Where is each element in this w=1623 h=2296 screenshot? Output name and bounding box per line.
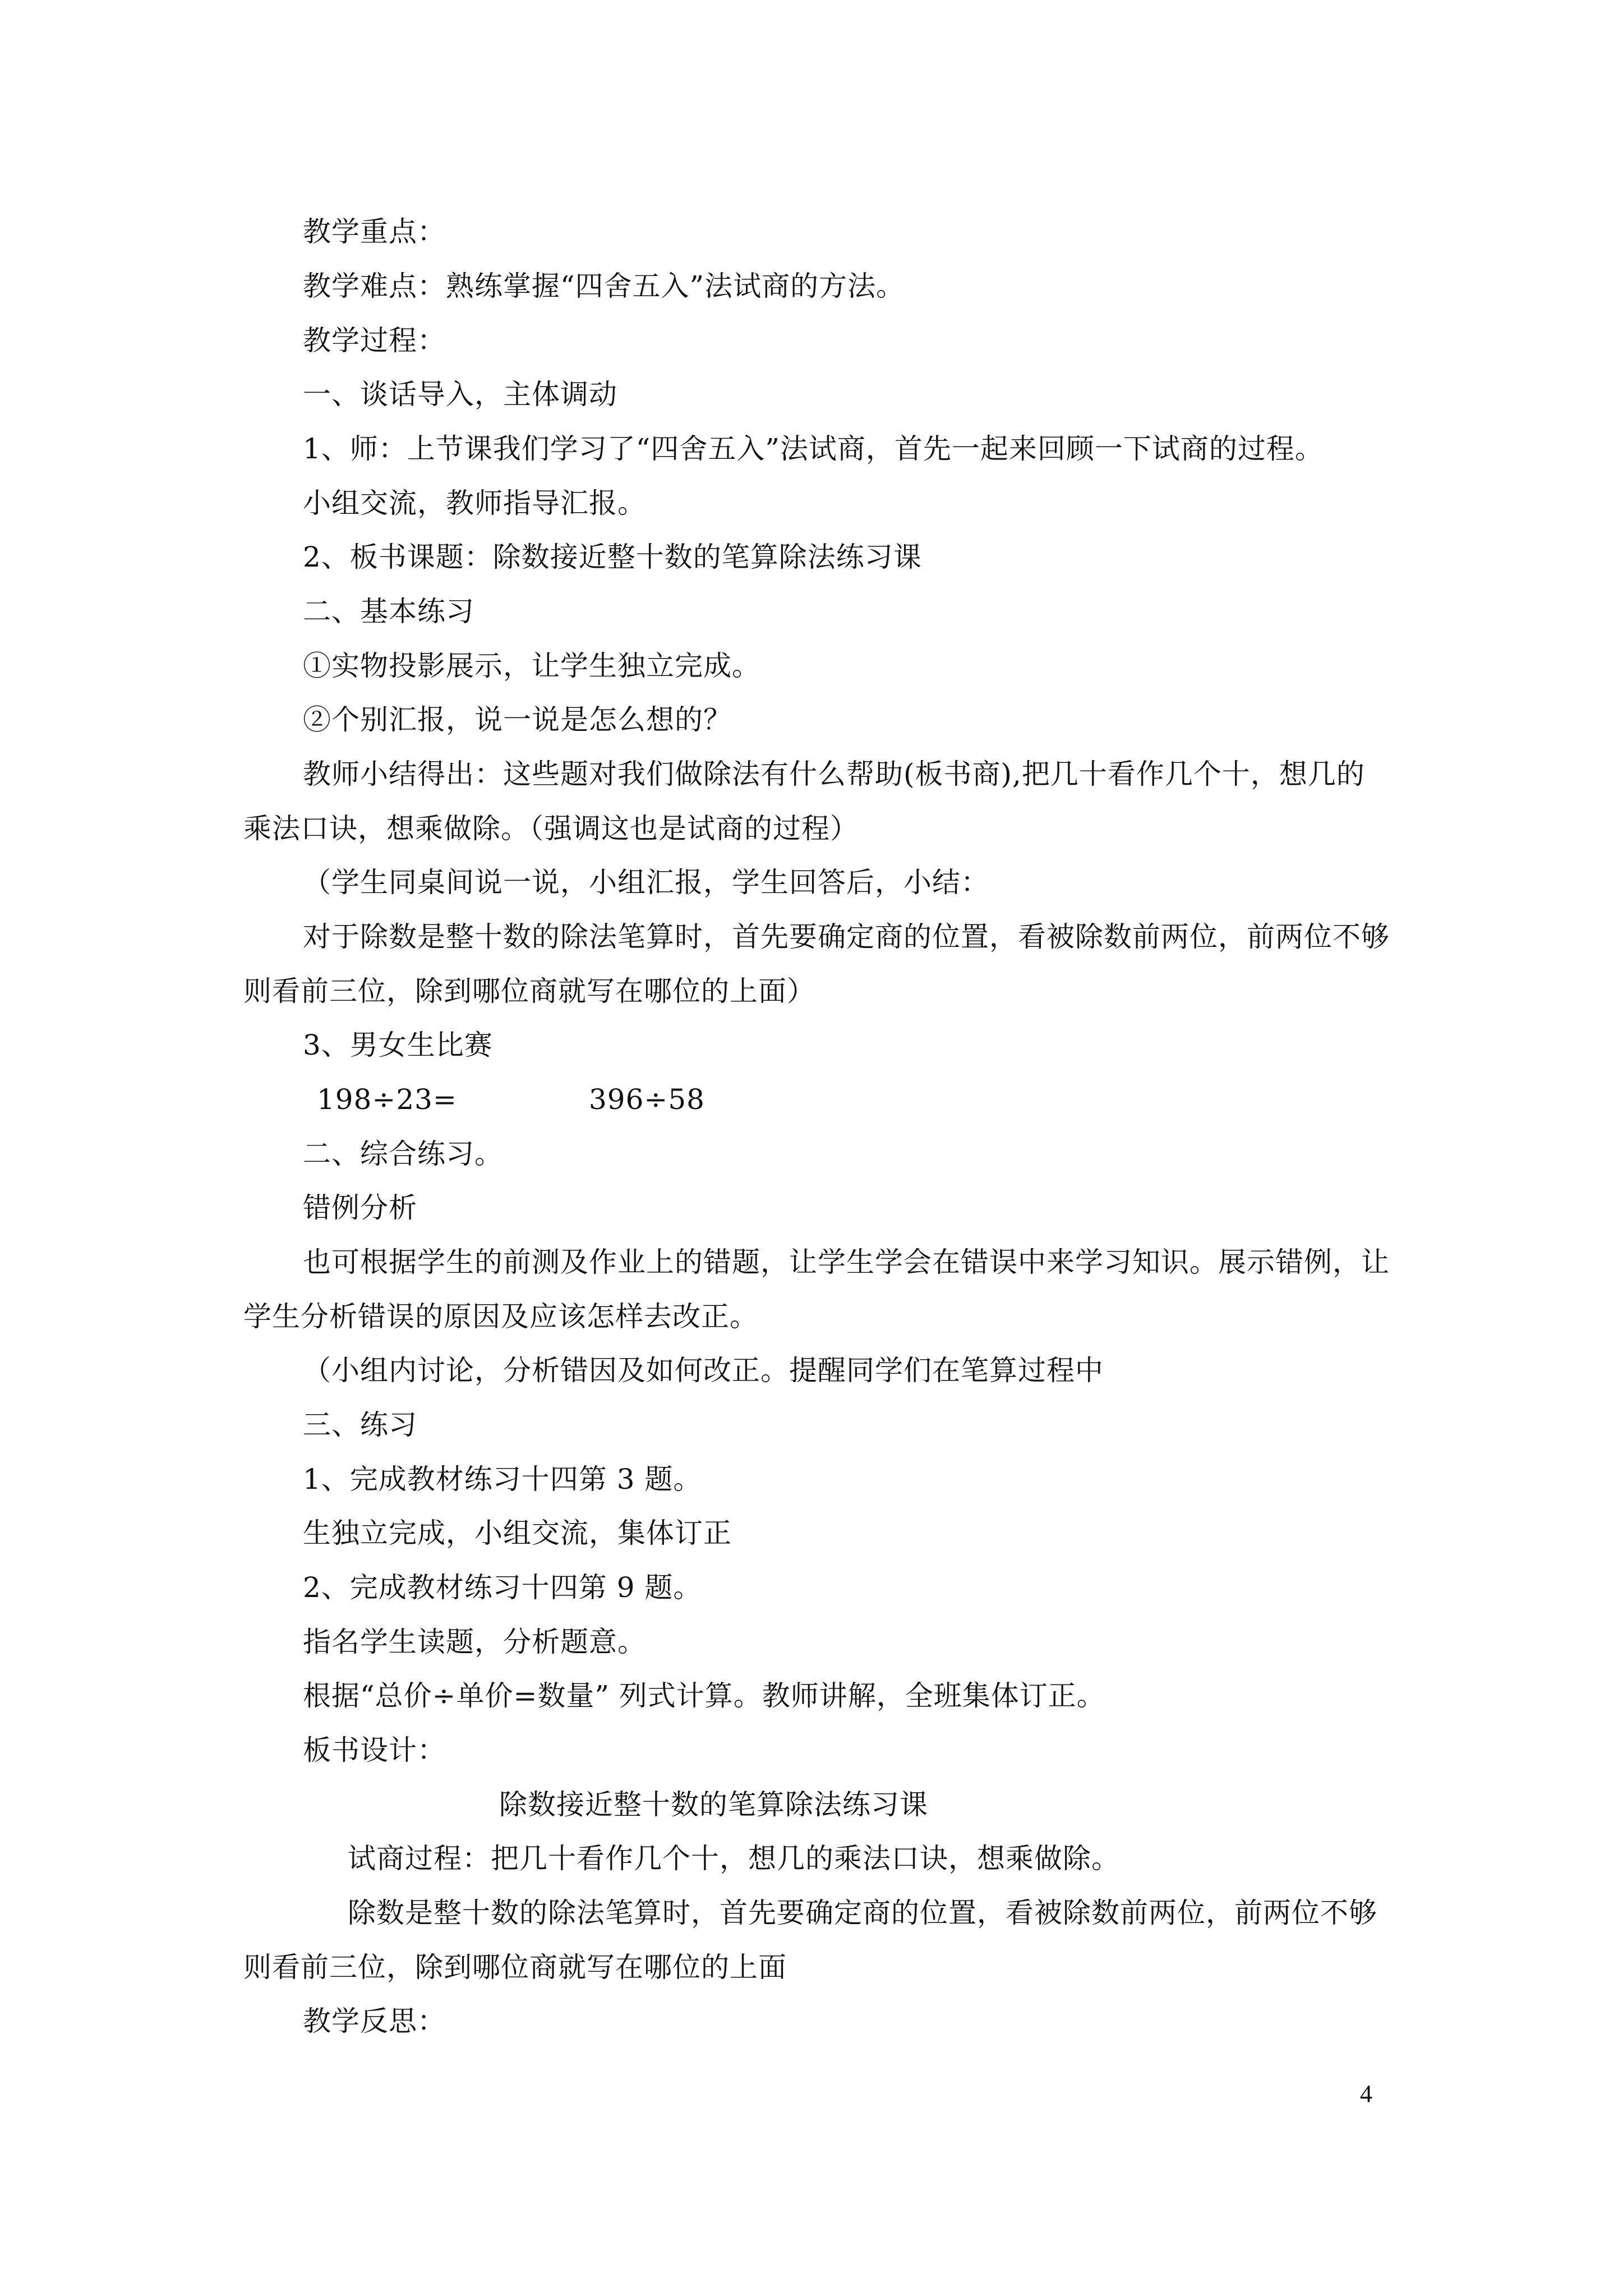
section-heading: 二、基本练习 [303,595,474,628]
text-line: 对于除数是整十数的除法笔算时，首先要确定商的位置，看被除数前两位，前两位不够 [303,921,1390,953]
text-line: 乘法口诀，想乘做除。（强调这也是试商的过程） [243,812,859,845]
board-title: 除数接近整十数的笔算除法练习课 [499,1788,928,1821]
text-line: 3、男女生比赛 [303,1029,493,1061]
section-heading: 二、综合练习。 [303,1138,503,1170]
text-line: ②个别汇报，说一说是怎么想的？ [303,703,732,736]
page-number: 4 [1360,2080,1372,2108]
math-expression: 396÷58 [589,1083,705,1116]
text-line: 小组交流，教师指导汇报。 [303,487,646,519]
section-heading: 三、练习 [303,1409,417,1441]
text-line: 指名学生读题，分析题意。 [303,1626,646,1658]
text-line: 教师小结得出：这些题对我们做除法有什么帮助(板书商),把几十看作几个十，想几的 [303,758,1365,790]
text-line: 板书设计： [303,1734,446,1766]
text-line: 则看前三位，除到哪位商就写在哪位的上面 [243,1951,787,1984]
text-line: 则看前三位，除到哪位商就写在哪位的上面） [243,975,815,1007]
text-line: 教学过程： [303,324,446,357]
section-heading: 一、谈话导入，主体调动 [303,378,617,411]
text-line: ①实物投影展示，让学生独立完成。 [303,650,760,682]
text-line: 生独立完成，小组交流，集体订正 [303,1517,732,1549]
text-line: 教学反思： [303,2005,446,2037]
text-line: 教学难点：熟练掌握“四舍五入”法试商的方法。 [303,270,905,302]
text-line: 也可根据学生的前测及作业上的错题，让学生学会在错误中来学习知识。展示错例，让 [303,1246,1390,1278]
text-line: 错例分析 [303,1191,417,1224]
text-line: 学生分析错误的原因及应该怎样去改正。 [243,1300,758,1333]
text-line: 试商过程：把几十看作几个十，想几的乘法口诀，想乘做除。 [348,1842,1120,1875]
text-line: 1、师：上节课我们学习了“四舍五入”法试商，首先一起来回顾一下试商的过程。 [303,432,1324,465]
text-line: 教学重点： [303,215,446,248]
text-line: 1、完成教材练习十四第 3 题。 [303,1463,702,1496]
text-line: 除数是整十数的除法笔算时，首先要确定商的位置，看被除数前两位，前两位不够 [348,1897,1377,1929]
text-line: （学生同桌间说一说，小组汇报，学生回答后，小结： [303,866,989,899]
text-line: 根据“总价÷单价=数量” 列式计算。教师讲解，全班集体订正。 [303,1680,1105,1712]
text-line: （小组内讨论，分析错因及如何改正。提醒同学们在笔算过程中 [303,1354,1104,1387]
math-expression: 198÷23= [317,1083,457,1116]
text-line: 2、板书课题：除数接近整十数的笔算除法练习课 [303,541,922,573]
text-line: 2、完成教材练习十四第 9 题。 [303,1571,702,1604]
